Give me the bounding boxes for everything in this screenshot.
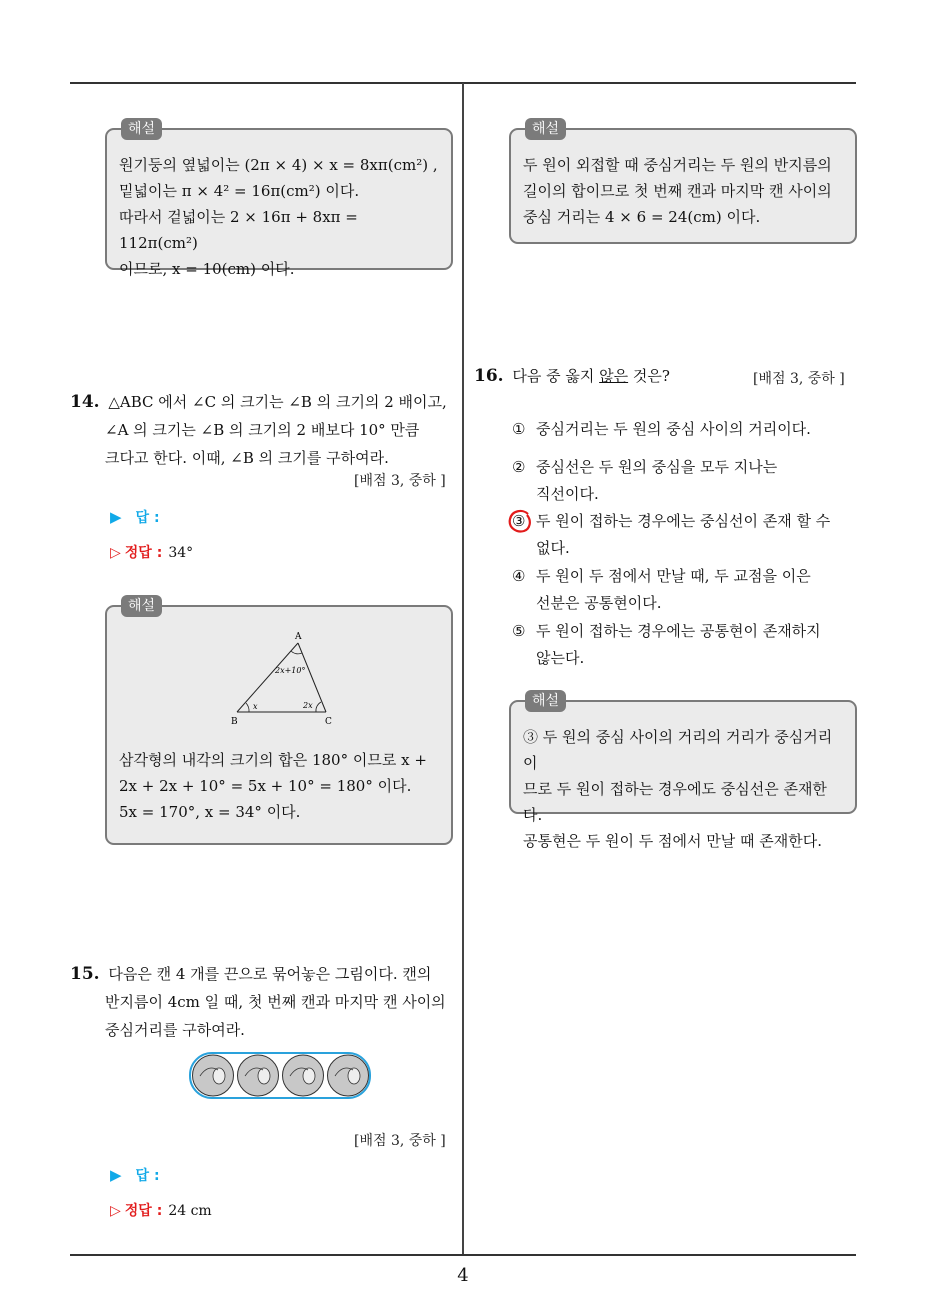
- explanation-line: 원기둥의 옆넓이는 (2π × 4) × x = 8xπ(cm²) ,: [119, 156, 438, 174]
- option-5[interactable]: [512, 618, 852, 672]
- option-1[interactable]: [512, 416, 852, 443]
- question-text: 다음은 캔 4 개를 끈으로 묶어놓은 그림이다. 캔의: [108, 965, 432, 983]
- page-number: 4: [457, 1265, 469, 1286]
- option-text: 선분은 공통현이다.: [536, 594, 662, 612]
- explanation-line: 삼각형의 내각의 크기의 합은 180° 이므로 x +: [119, 751, 427, 769]
- vertex-label-c: C: [325, 717, 332, 727]
- answer-row: [110, 1165, 160, 1185]
- correct-value: 24 cm: [168, 1203, 212, 1219]
- outline-triangle-icon: ▷: [110, 1203, 121, 1219]
- question-14: [70, 388, 455, 472]
- explanation-box-14: [105, 598, 453, 845]
- option-number: ④: [512, 567, 526, 585]
- question-text: 크다고 한다. 이때, ∠B 의 크기를 구하여라.: [105, 449, 389, 467]
- option-text: 중심거리는 두 원의 중심 사이의 거리이다.: [536, 420, 811, 438]
- option-text: 않는다.: [536, 649, 585, 667]
- option-text: 없다.: [536, 539, 570, 557]
- explanation-box-13: [105, 121, 453, 278]
- explanation-tag: 해설: [121, 595, 162, 617]
- correct-answer-row: [110, 1200, 212, 1220]
- question-text: 중심거리를 구하여라.: [105, 1021, 245, 1039]
- vertex-label-a: A: [295, 632, 302, 642]
- question-text: 것은?: [628, 367, 670, 385]
- angle-label-b: x: [253, 702, 258, 711]
- explanation-box-15: [509, 121, 857, 244]
- explanation-box-16: [509, 693, 857, 850]
- explanation-line: 길이의 합이므로 첫 번째 캔과 마지막 캔 사이의: [523, 182, 832, 200]
- score-label: [배점 3, 중하 ]: [753, 371, 845, 387]
- explanation-tag: 해설: [121, 118, 162, 140]
- score-label: [배점 3, 중하 ]: [354, 473, 446, 489]
- angle-label-c: 2x: [303, 701, 313, 710]
- question-text: 반지름이 4cm 일 때, 첫 번째 캔과 마지막 캔 사이의: [105, 993, 446, 1011]
- option-number: ②: [512, 458, 526, 476]
- outline-triangle-icon: ▷: [110, 545, 121, 561]
- column-divider: [462, 83, 464, 1255]
- triangle-diagram: [225, 629, 345, 729]
- bottom-rule: [70, 1254, 856, 1256]
- question-number: 15.: [70, 964, 100, 984]
- answer-label: 답 :: [135, 1168, 160, 1184]
- angle-label-a: 2x+10°: [275, 666, 306, 675]
- question-text: ∠A 의 크기는 ∠B 의 크기의 2 배보다 10° 만큼: [105, 421, 420, 439]
- question-16: [474, 362, 744, 390]
- option-number: ⑤: [512, 622, 526, 640]
- question-text-underlined: 않은: [599, 367, 629, 385]
- option-3[interactable]: [512, 508, 852, 562]
- option-text: 중심선은 두 원의 중심을 모두 지나는: [536, 458, 778, 476]
- question-number: 16.: [474, 366, 504, 386]
- question-number: 14.: [70, 392, 100, 412]
- explanation-line: 공통현은 두 원이 두 점에서 만날 때 존재한다.: [523, 832, 822, 850]
- correct-label: 정답 :: [124, 1203, 163, 1219]
- explanation-tag: 해설: [525, 118, 566, 140]
- option-number: ①: [512, 420, 526, 438]
- option-2[interactable]: [512, 454, 852, 508]
- vertex-label-b: B: [231, 717, 238, 727]
- explanation-line: 이므로, x = 10(cm) 이다.: [119, 260, 295, 278]
- explanation-line: 중심 거리는 4 × 6 = 24(cm) 이다.: [523, 208, 761, 226]
- question-text: △ABC 에서 ∠C 의 크기는 ∠B 의 크기의 2 배이고,: [108, 393, 447, 411]
- correct-answer-row: [110, 542, 193, 562]
- score-label: [배점 3, 중하 ]: [354, 1133, 446, 1149]
- option-text: 직선이다.: [536, 485, 599, 503]
- play-triangle-icon: ▶: [110, 1166, 122, 1184]
- explanation-line: 따라서 겉넓이는 2 × 16π + 8xπ = 112π(cm²): [119, 208, 358, 252]
- explanation-line: 밑넓이는 π × 4² = 16π(cm²) 이다.: [119, 182, 360, 200]
- option-4[interactable]: [512, 563, 852, 617]
- answer-label: 답 :: [135, 510, 160, 526]
- explanation-line: 두 원이 외접할 때 중심거리는 두 원의 반지름의: [523, 156, 832, 174]
- correct-value: 34°: [168, 545, 194, 561]
- question-text: 다음 중 옳지: [512, 367, 600, 385]
- option-text: 두 원이 두 점에서 만날 때, 두 교점을 이은: [536, 567, 811, 585]
- option-text: 두 원이 접하는 경우에는 중심선이 존재 할 수: [536, 512, 831, 530]
- explanation-line: 5x = 170°, x = 34° 이다.: [119, 803, 301, 821]
- option-text: 두 원이 접하는 경우에는 공통현이 존재하지: [536, 622, 821, 640]
- correct-label: 정답 :: [124, 545, 163, 561]
- explanation-line: 2x + 2x + 10° = 5x + 10° = 180° 이다.: [119, 777, 412, 795]
- option-number: ③: [512, 512, 526, 530]
- explanation-line: 므로 두 원이 접하는 경우에도 중심선은 존재한다.: [523, 780, 827, 824]
- question-15: [70, 960, 460, 1044]
- explanation-tag: 해설: [525, 690, 566, 712]
- explanation-line: ③ 두 원의 중심 사이의 거리의 거리가 중심거리이: [523, 728, 833, 772]
- answer-row: [110, 507, 160, 527]
- play-triangle-icon: ▶: [110, 508, 122, 526]
- cans-diagram: [188, 1050, 372, 1102]
